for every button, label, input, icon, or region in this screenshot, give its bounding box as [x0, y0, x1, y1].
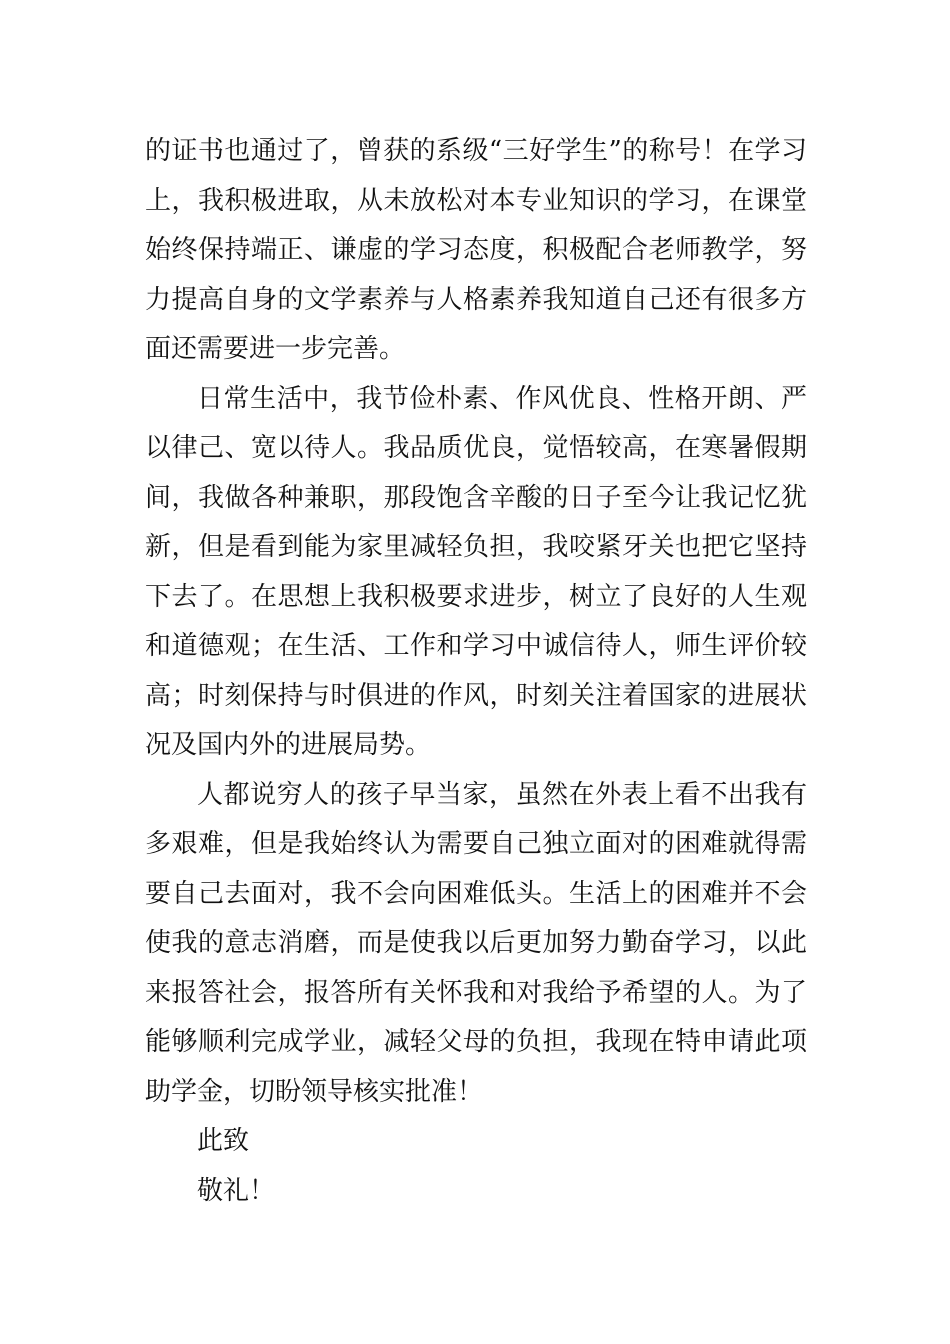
paragraph-2: 日常生活中，我节俭朴素、作风优良、性格开朗、严以律己、宽以待人。我品质优良，觉悟较高，在寒暑假期间，我做各种兼职，那段饱含辛酸的日子至今让我记忆犹新，但是看到能为家里减轻负担，我咬紧牙关也把它坚持下去了。在思想上我积极要求进步，树立了良好的人生观和道德观；在生活、工作和学习中诚信待人，师生评价较高；时刻保持与时俱进的作风，时刻关注着国家的进展状况及国内外的进展局势。 [145, 383, 807, 760]
letter-body [145, 127, 807, 1216]
closing-regards: 敬礼！ [197, 1175, 276, 1206]
paragraph-1: 的证书也通过了，曾获的系级“三好学生”的称号！在学习上，我积极进取，从未放松对本专业知识的学习，在课堂始终保持端正、谦虚的学习态度，积极配合老师教学，努力提高自身的文学素养与人格素养我知道自己还有很多方面还需要进一步完善。 [145, 136, 807, 364]
paragraph-3: 人都说穷人的孩子早当家，虽然在外表上看不出我有多艰难，但是我始终认为需要自己独立面对的困难就得需要自己去面对，我不会向困难低头。生活上的困难并不会使我的意志消磨，而是使我以后更加努力勤奋学习，以此来报答社会，报答所有关怀我和对我给予希望的人。为了能够顺利完成学业，减轻父母的负担，我现在特申请此项助学金，切盼领导核实批准！ [145, 779, 807, 1107]
closing-salutation: 此致 [197, 1126, 250, 1156]
